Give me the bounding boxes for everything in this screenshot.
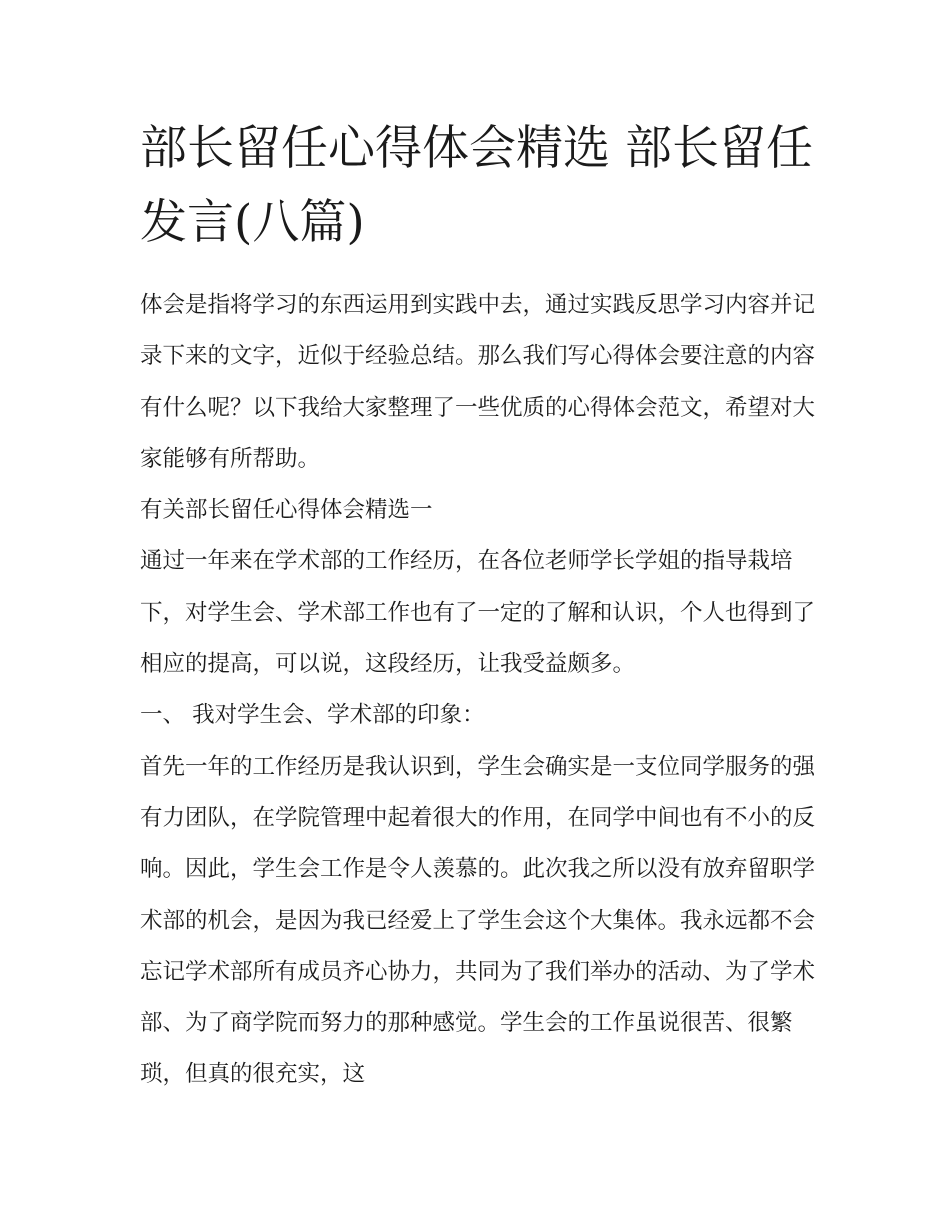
body-paragraph: 首先一年的工作经历是我认识到，学生会确实是一支位同学服务的强有力团队，在学院管理中起着很大的作用，在同学中间也有不小的反响。因此，学生会工作是令人羡慕的。此次我之所以没有放弃留职学术部的机会，是因为我已经爱上了学生会这个大集体。我永远都不会忘记学术部所有成员齐心协力，共同为了我们举办的活动、为了学术部、为了商学院而努力的那种感觉。学生会的工作虽说很苦、很繁琐，但真的很充实，这 bbox=[140, 753, 816, 1088]
document-body bbox=[140, 280, 815, 1101]
document-title: 部长留任心得体会精选 部长留任发言(八篇) bbox=[140, 121, 813, 250]
body-paragraph: 通过一年来在学术部的工作经历，在各位老师学长学姐的指导栽培下，对学生会、学术部工作也有了一定的了解和认识，个人也得到了相应的提高，可以说，这段经历，让我受益颇多。 bbox=[140, 548, 816, 678]
subsection-heading: 一、 我对学生会、学术部的印象： bbox=[140, 702, 485, 729]
intro-paragraph: 体会是指将学习的东西运用到实践中去，通过实践反思学习内容并记录下来的文字，近似于经验总结。那么我们写心得体会要注意的内容有什么呢？以下我给大家整理了一些优质的心得体会范文，希望对大家能够有所帮助。 bbox=[140, 292, 816, 472]
section-heading: 有关部长留任心得体会精选一 bbox=[140, 497, 433, 524]
